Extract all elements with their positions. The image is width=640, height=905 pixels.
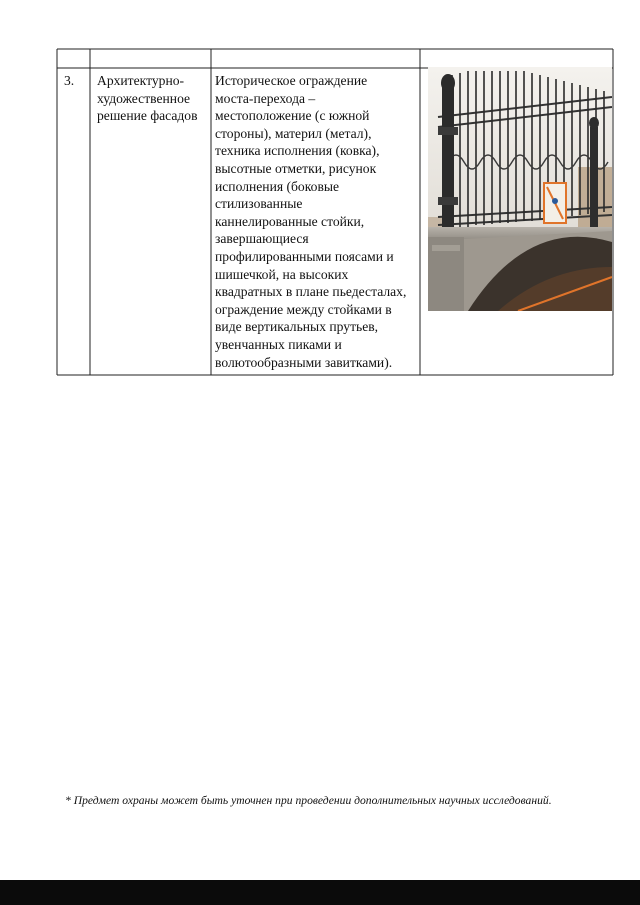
protection-description — [215, 72, 415, 371]
row-number: 3. — [64, 73, 75, 88]
section-name-line: решение фасадов — [97, 108, 198, 124]
section-name-line: художественное — [97, 90, 191, 106]
description-line: квадратных в плане пьедесталах, — [215, 284, 407, 300]
description-line: стороны), материл (метал), — [215, 125, 372, 141]
description-line: шишечкой, на высоких — [215, 266, 349, 282]
bridge-railing-photo — [428, 67, 612, 311]
description-line: моста-перехода – — [215, 90, 316, 106]
description-line: высотные отметки, рисунок — [215, 160, 377, 176]
scan-bottom-border — [0, 880, 640, 905]
description-line: ограждение между стойками в — [215, 301, 392, 317]
description-line: стилизованные — [215, 196, 303, 212]
section-name-line: Архитектурно- — [97, 73, 185, 88]
description-line: профилированными поясами и — [215, 248, 394, 264]
description-line: завершающиеся — [215, 231, 309, 247]
section-name — [97, 72, 209, 125]
description-line: каннелированные стойки, — [215, 213, 365, 229]
description-line: виде вертикальных прутьев, — [215, 319, 379, 335]
description-line: увенчанных пиками и — [215, 336, 342, 352]
description-line: волютообразными завитками). — [215, 354, 393, 370]
description-line: местоположение (с южной — [215, 108, 370, 124]
description-line: Историческое ограждение — [215, 73, 368, 88]
description-line: техника исполнения (ковка), — [215, 143, 380, 159]
description-line: исполнения (боковые — [215, 178, 340, 194]
footnote: * Предмет охраны может быть уточнен при проведении дополнительных научных исследований. — [65, 794, 552, 807]
